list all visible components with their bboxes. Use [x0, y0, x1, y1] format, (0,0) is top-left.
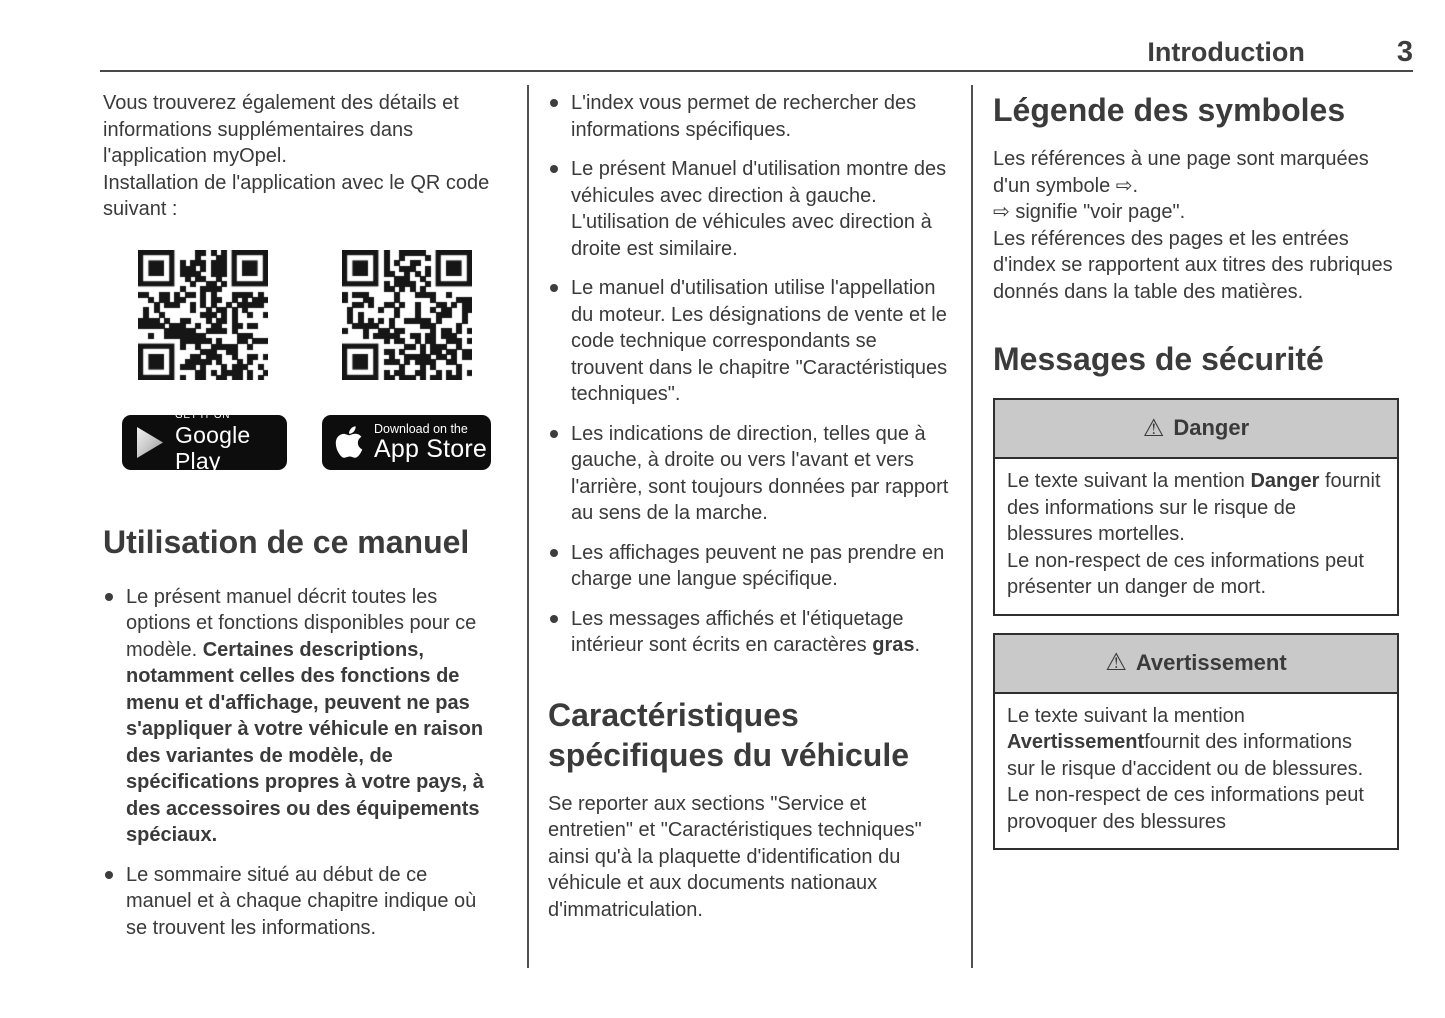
qr-code-row: [138, 250, 491, 380]
danger-box-title: Danger: [1173, 415, 1250, 441]
caracteristiques-paragraph: Se reporter aux sections "Service et entretien" et "Caractéristiques techniques" ainsi qu'à la plaquette d'identification du véhicule et aux documents nationaux d'immatriculation.: [548, 792, 922, 921]
chapter-title: Introduction: [1147, 37, 1305, 67]
page-number: 3: [1396, 36, 1413, 68]
avertissement-box: [993, 633, 1399, 851]
app-store-badge[interactable]: [322, 415, 491, 470]
google-play-tagline: GET IT ON: [175, 410, 231, 421]
column-3: [993, 90, 1399, 850]
section-heading-legende: Légende des symboles: [993, 92, 1346, 128]
danger-box-body: Le texte suivant la mention Danger fournit des informations sur le risque de blessures mortelles. Le non-respect de ces informations peut présenter un danger de mort.: [1007, 470, 1381, 598]
header-rule: [100, 70, 1413, 72]
apple-icon: [334, 424, 364, 460]
avertissement-box-title: Avertissement: [1135, 649, 1287, 675]
qr-code-google-play: [138, 250, 268, 380]
column-divider-1: [527, 85, 529, 968]
avertissement-box-body: Le texte suivant la mention Avertissementfournit des informations sur le risque d'accident ou de blessures. Le non-respect de ces informations peut provoquer des blessures: [1007, 704, 1364, 833]
column-2: [548, 90, 951, 923]
warning-triangle-icon: ⚠: [1142, 414, 1165, 442]
qr-code-app-store: [342, 250, 472, 380]
warning-triangle-icon: ⚠: [1105, 649, 1127, 676]
section-heading-utilisation: Utilisation de ce manuel: [103, 523, 470, 560]
danger-box-header: [995, 400, 1397, 459]
store-badge-row: [122, 410, 491, 474]
avertissement-box-header: [995, 635, 1397, 694]
column-1: [103, 90, 491, 954]
page-header: [100, 36, 1413, 69]
section-heading-messages-securite: Messages de sécurité: [993, 341, 1324, 377]
intro-paragraph: Vous trouverez également des détails et informations supplémentaires dans l'application myOpel. Installation de l'application avec le QR code suivant :: [103, 92, 490, 220]
bullet-item: Les messages affichés et l'étiquetage intérieur sont écrits en caractères gras.: [548, 606, 951, 659]
legende-paragraph: Les références à une page sont marquées d'un symbole ⇨. ⇨ signifie "voir page". Les références des pages et les entrées d'index se rapportent aux titres des rubriques donnés dans la table des matières.: [993, 148, 1393, 303]
column-divider-2: [971, 85, 973, 968]
bullet-item: Le manuel d'utilisation utilise l'appellation du moteur. Les désignations de vente et le code technique correspondants se trouvent dans le chapitre "Caractéristiques techniques".: [548, 275, 951, 408]
qr-gap: [268, 250, 342, 380]
play-triangle-icon: [135, 426, 165, 459]
app-store-label: App Store: [374, 435, 487, 463]
bullet-item: Le sommaire situé au début de ce manuel et à chaque chapitre indique où se trouvent les informations.: [103, 862, 491, 942]
bullet-item: Les affichages peuvent ne pas prendre en charge une langue spécifique.: [548, 540, 951, 593]
bullet-item: L'index vous permet de rechercher des informations spécifiques.: [548, 90, 951, 143]
danger-box: [993, 398, 1399, 616]
bullet-item: Le présent Manuel d'utilisation montre des véhicules avec direction à gauche. L'utilisation de véhicules avec direction à droite est similaire.: [548, 156, 951, 262]
google-play-label: Google Play: [175, 422, 251, 474]
bullet-item: Le présent manuel décrit toutes les options et fonctions disponibles pour ce modèle. Certaines descriptions, notamment celles des fonctions de menu et d'affichage, peuvent ne pas s'appliquer à votre véhicule en raison des variantes de modèle, de spécifications propres à votre pays, à des accessoires ou des équipements spéciaux.: [103, 584, 491, 849]
section-heading-caracteristiques: Caractéristiques spécifiques du véhicule: [548, 696, 909, 773]
google-play-badge[interactable]: [122, 410, 287, 474]
app-store-tagline: Download on the: [374, 422, 468, 436]
bullet-item: Les indications de direction, telles que à gauche, à droite ou vers l'avant et vers l'arrière, sont toujours données par rapport au sens de la marche.: [548, 421, 951, 527]
